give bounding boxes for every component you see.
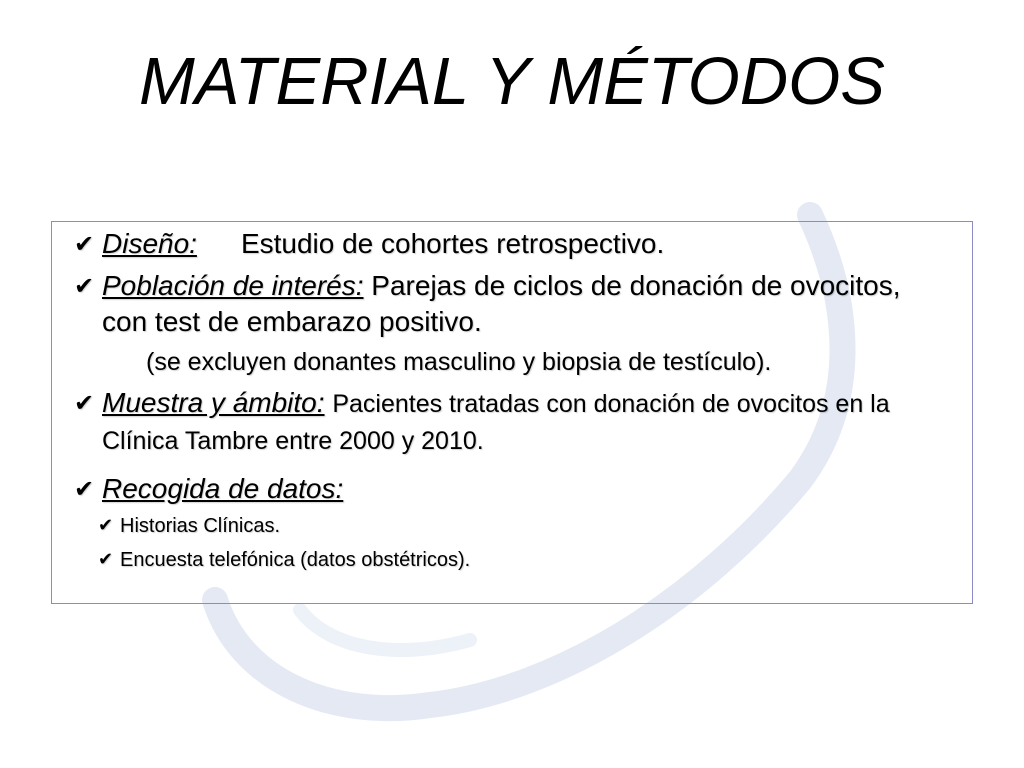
bullet-term: Población de interés: <box>102 270 364 301</box>
check-icon: ✔ <box>74 230 95 258</box>
bullet-description: Parejas de ciclos de donación de ovocitos, con test de embarazo positivo. <box>102 270 901 337</box>
bullet-poblacion <box>74 268 932 340</box>
bullet-term: Diseño: <box>102 228 197 259</box>
bullet-text <box>102 471 932 507</box>
check-icon: ✔ <box>98 515 114 536</box>
content-box <box>51 221 973 604</box>
bullet-muestra <box>74 385 932 459</box>
bullet-description: Estudio de cohortes retrospectivo. <box>240 228 665 259</box>
bullet-note: (se excluyen donantes masculino y biopsia de testículo). <box>146 348 772 376</box>
bullet-diseno <box>74 226 932 262</box>
check-icon: ✔ <box>74 389 95 417</box>
bullet-recogida <box>74 471 932 507</box>
bullet-text <box>102 385 932 459</box>
bullet-term: Recogida de datos: <box>102 473 344 504</box>
bullet-text <box>102 226 932 262</box>
check-icon: ✔ <box>98 549 114 570</box>
check-icon: ✔ <box>74 475 95 503</box>
bullet-text <box>102 268 932 340</box>
sub-item <box>74 545 932 575</box>
check-icon: ✔ <box>74 272 95 300</box>
slide-title: MATERIAL Y MÉTODOS <box>139 44 885 119</box>
bullet-term: Muestra y ámbito: <box>102 387 325 418</box>
sub-item-text: Encuesta telefónica (datos obstétricos). <box>120 549 471 571</box>
bullet-description: Pacientes tratadas con donación de ovocitos en la Clínica Tambre entre 2000 y 2010. <box>102 390 890 455</box>
sub-item <box>74 511 932 541</box>
watermark-arc-inner <box>300 610 470 650</box>
sub-item-text: Historias Clínicas. <box>120 515 281 537</box>
